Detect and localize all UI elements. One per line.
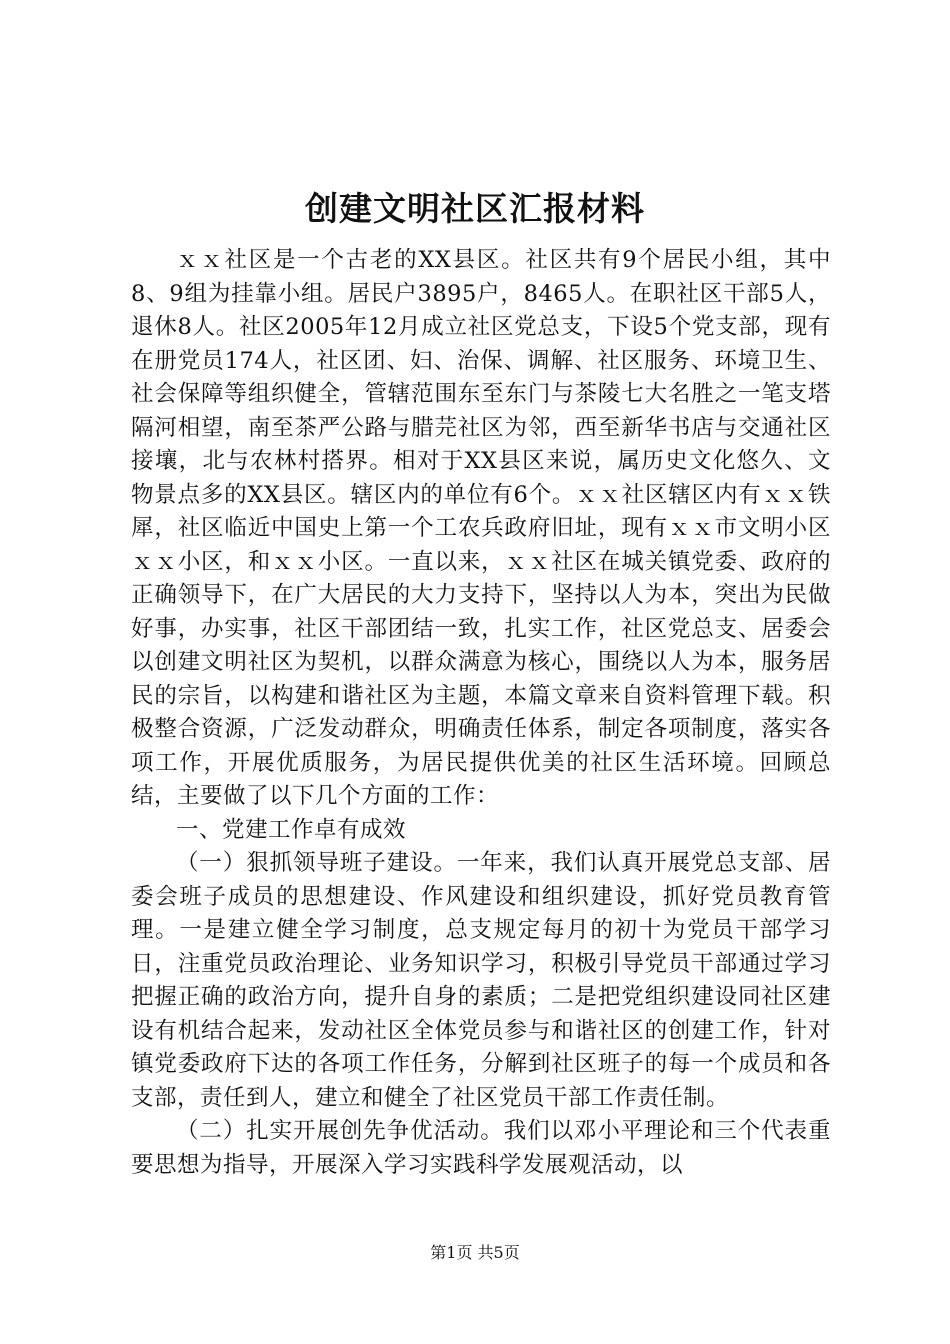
- paragraph-excellence-activity: （二）扎实开展创先争优活动。我们以邓小平理论和三个代表重要思想为指导，开展深入学习实践科学发展观活动，以: [131, 1118, 831, 1178]
- document-body: [131, 244, 831, 1182]
- paragraph-intro: ｘｘ社区是一个古老的XX县区。社区共有9个居民小组，其中8、9组为挂靠小组。居民户3895户，8465人。在职社区干部5人，退休8人。社区2005年12月成立社区党总支，下设5个党支部，现有在册党员174人，社区团、妇、治保、调解、社区服务、环境卫生、社会保障等组织健全，管辖范围东至东门与茶陵七大名胜之一笔支塔隔河相望，南至茶严公路与腊芫社区为邻，西至新华书店与交通社区接壤，北与农林村搭界。相对于XX县区来说，属历史文化悠久、文物景点多的XX县区。辖区内的单位有6个。ｘｘ社区辖区内有ｘｘ铁犀，社区临近中国史上第一个工农兵政府旧址，现有ｘｘ市文明小区ｘｘ小区，和ｘｘ小区。一直以来，ｘｘ社区在城关镇党委、政府的正确领导下，在广大居民的大力支持下，坚持以人为本，突出为民做好事，办实事，社区干部团结一致，扎实工作，社区党总支、居委会以创建文明社区为契机，以群众满意为核心，围绕以人为本，服务居民的宗旨，以构建和谐社区为主题，本篇文章来自资料管理下载。积极整合资源，广泛发动群众，明确责任体系，制定各项制度，落实各项工作，开展优质服务，为居民提供优美的社区生活环境。回顾总结，主要做了以下几个方面的工作：: [131, 247, 831, 809]
- document-title: 创建文明社区汇报材料: [305, 189, 645, 228]
- paragraph-leadership: （一）狠抓领导班子建设。一年来，我们认真开展党总支部、居委会班子成员的思想建设、作风建设和组织建设，抓好党员教育管理。一是建立健全学习制度，总支规定每月的初十为党员干部学习日，注重党员政治理论、业务知识学习，积极引导党员干部通过学习把握正确的政治方向，提升自身的素质；二是把党组织建设同社区建设有机结合起来，发动社区全体党员参与和谐社区的创建工作，针对镇党委政府下达的各项工作任务，分解到社区班子的每一个成员和各支部，责任到人，建立和健全了社区党员干部工作责任制。: [131, 850, 831, 1111]
- section-heading-party-building: 一、党建工作卓有成效: [176, 816, 407, 843]
- page-number-footer: 第1页 共5页: [430, 1243, 520, 1262]
